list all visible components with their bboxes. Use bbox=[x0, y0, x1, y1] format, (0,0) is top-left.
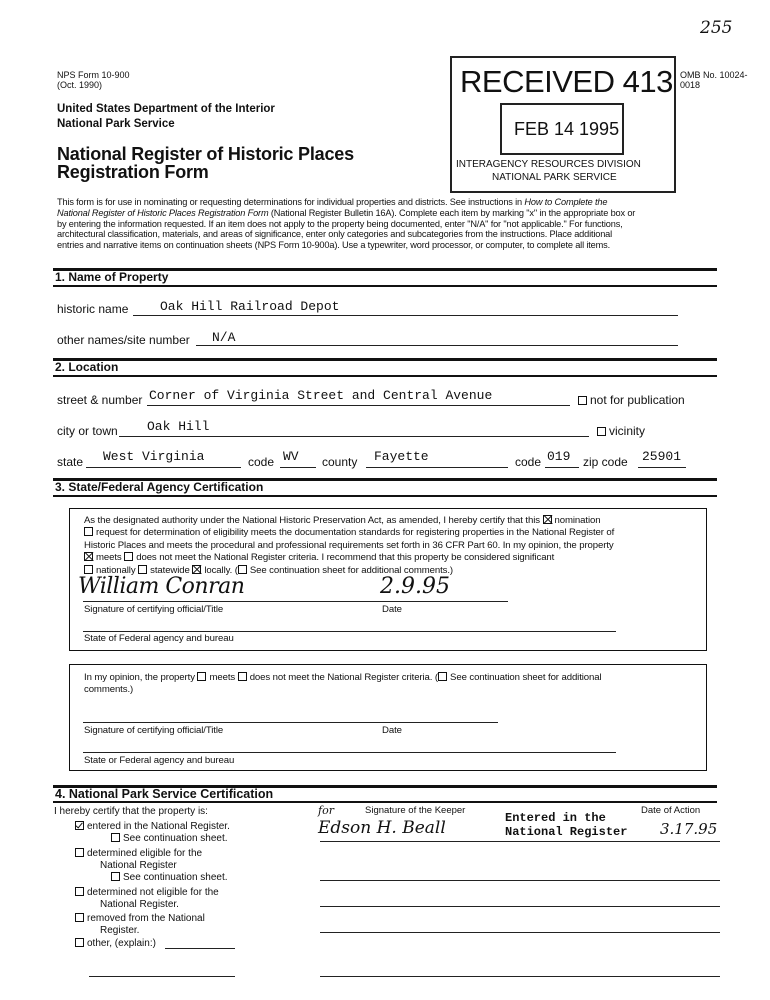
other-names-underline bbox=[196, 345, 678, 346]
continuation-label: See continuation sheet for additional comments.) bbox=[249, 564, 454, 576]
opinion-does-not-meet-checkbox[interactable] bbox=[238, 672, 247, 681]
county-label: county bbox=[322, 455, 358, 469]
eligible-checkbox[interactable] bbox=[75, 848, 84, 857]
zip-field[interactable]: 25901 bbox=[642, 449, 682, 464]
other-label: other, (explain:) bbox=[87, 938, 156, 949]
locally-label: locally. ( bbox=[204, 564, 238, 576]
opinion-continuation-checkbox[interactable] bbox=[438, 672, 447, 681]
cert-line2: request for determination of eligibility meets the documentation standards for registering properties in the National Register of bbox=[96, 527, 615, 539]
statewide-label: statewide bbox=[150, 564, 190, 576]
opinion-text bbox=[84, 672, 602, 697]
option-other[interactable] bbox=[75, 938, 156, 949]
opinion-meets-label: meets bbox=[209, 672, 236, 683]
keeper-line-4[interactable] bbox=[320, 932, 720, 933]
cert-line4: does not meet the National Register criteria. I recommend that this property be considered significant bbox=[136, 552, 555, 564]
option-not-eligible[interactable] bbox=[75, 887, 219, 898]
section2-title: 2. Location bbox=[55, 360, 119, 374]
keeper-label: Signature of the Keeper bbox=[365, 805, 466, 816]
nationally-checkbox[interactable] bbox=[84, 565, 93, 574]
state-label: state bbox=[57, 455, 84, 469]
opinion-line1: In my opinion, the property bbox=[84, 672, 195, 683]
cert-line3: Historic Places and meets the procedural and professional requirements set forth in 36 CFR Part 60. In my opinion, the property bbox=[84, 539, 614, 551]
stamp-date: FEB 14 1995 bbox=[514, 119, 620, 139]
date-label: Date bbox=[382, 604, 402, 615]
form-title-line1: National Register of Historic Places bbox=[57, 144, 354, 164]
instructions-line4: architectural classification, materials, and areas of significance, enter only categories and subcategories from the instructions. Place additional bbox=[57, 229, 613, 240]
instructions-line2: (National Register Bulletin 16A). Complete each item by marking "x" in the appropriate box or bbox=[268, 207, 636, 218]
section4-title: 4. National Park Service Certification bbox=[55, 787, 274, 801]
opinion-signature-label: Signature of certifying official/Title bbox=[84, 725, 224, 736]
keeper-line-2[interactable] bbox=[320, 880, 720, 881]
opinion-does-not-meet-label: does not meet the National Register criteria. ( bbox=[249, 672, 439, 683]
other-explain-underline[interactable] bbox=[165, 948, 235, 949]
stamp-division: INTERAGENCY RESOURCES DIVISION bbox=[456, 159, 641, 170]
eligible-continuation-checkbox[interactable] bbox=[111, 872, 120, 881]
removed-label-2: Register. bbox=[100, 925, 140, 936]
opinion-box bbox=[69, 664, 707, 771]
zip-label: zip code bbox=[583, 455, 628, 469]
nomination-label: nomination bbox=[554, 515, 601, 526]
keeper-underline bbox=[320, 841, 720, 842]
section2-title-rule bbox=[53, 375, 717, 377]
entered-label: entered in the National Register. bbox=[87, 821, 230, 832]
typed-entered-line2: National Register bbox=[505, 825, 628, 839]
instructions-line1: This form is for use in nominating or requesting determinations for individual properties and districts. See instructions in bbox=[57, 197, 525, 207]
not-eligible-label: determined not eligible for the bbox=[87, 887, 219, 898]
entered-continuation-checkbox[interactable] bbox=[111, 833, 120, 842]
entered-continuation-label: See continuation sheet. bbox=[123, 833, 228, 844]
continuation-checkbox[interactable] bbox=[238, 565, 247, 574]
state-code-underline bbox=[280, 467, 316, 468]
option-entered[interactable] bbox=[75, 821, 230, 832]
instructions bbox=[57, 197, 727, 251]
omb-number: OMB No. 10024-0018 bbox=[680, 70, 748, 90]
keeper-signature: Edson H. Beall bbox=[318, 818, 446, 838]
not-for-publication-option[interactable] bbox=[578, 393, 685, 407]
vicinity-checkbox[interactable] bbox=[597, 427, 606, 436]
form-date: (Oct. 1990) bbox=[57, 80, 103, 90]
section4-intro: I hereby certify that the property is: bbox=[54, 806, 208, 817]
locally-checkbox[interactable] bbox=[192, 565, 201, 574]
keeper-line-5[interactable] bbox=[320, 976, 720, 977]
street-field[interactable]: Corner of Virginia Street and Central Avenue bbox=[149, 388, 493, 403]
opinion-line2: comments.) bbox=[84, 684, 134, 696]
does-not-meet-checkbox[interactable] bbox=[124, 552, 133, 561]
state-code-label: code bbox=[248, 455, 275, 469]
section2-top-rule bbox=[53, 358, 717, 361]
nationally-label: nationally bbox=[96, 564, 136, 576]
date-of-action-label: Date of Action bbox=[641, 805, 701, 816]
request-determination-checkbox[interactable] bbox=[84, 527, 93, 536]
signature-underline bbox=[83, 601, 508, 602]
option-eligible[interactable] bbox=[75, 848, 202, 859]
state-code-field[interactable]: WV bbox=[283, 449, 299, 464]
cert-line1: As the designated authority under the National Historic Preservation Act, as amended, I hereby certify that this bbox=[84, 515, 540, 526]
street-label: street & number bbox=[57, 393, 143, 407]
nomination-checkbox[interactable] bbox=[543, 515, 552, 524]
vicinity-option[interactable] bbox=[597, 424, 645, 438]
stamp-service: NATIONAL PARK SERVICE bbox=[492, 172, 617, 183]
removed-label: removed from the National bbox=[87, 913, 205, 924]
certifying-signature: William Conran bbox=[78, 574, 245, 599]
received-stamp bbox=[450, 56, 676, 193]
instructions-bulletin-title: How to Complete the bbox=[524, 197, 608, 207]
keeper-line-3[interactable] bbox=[320, 906, 720, 907]
county-field[interactable]: Fayette bbox=[374, 449, 429, 464]
county-code-underline bbox=[545, 467, 579, 468]
opinion-continuation-label: See continuation sheet for additional bbox=[450, 672, 602, 683]
vicinity-label: vicinity bbox=[609, 424, 646, 438]
statewide-checkbox[interactable] bbox=[138, 565, 147, 574]
other-names-label: other names/site number bbox=[57, 333, 190, 347]
zip-underline bbox=[638, 467, 686, 468]
not-eligible-checkbox[interactable] bbox=[75, 887, 84, 896]
eligible-continuation-label: See continuation sheet. bbox=[123, 872, 228, 883]
opinion-agency-underline bbox=[83, 752, 616, 753]
stamp-date-box bbox=[500, 103, 624, 155]
option-eligible-continuation[interactable] bbox=[111, 872, 228, 883]
typed-entered-line1: Entered in the bbox=[505, 811, 606, 825]
received-stamp-text: RECEIVED 413 bbox=[460, 64, 673, 99]
city-label: city or town bbox=[57, 424, 118, 438]
other-checkbox[interactable] bbox=[75, 938, 84, 947]
city-field[interactable]: Oak Hill bbox=[147, 419, 210, 434]
instructions-line5: entries and narrative items on continuation sheets (NPS Form 10-900a). Use a typewriter, word processor, or computer, to complete all items. bbox=[57, 240, 610, 251]
agency: National Park Service bbox=[57, 118, 175, 130]
eligible-label-2: National Register bbox=[100, 860, 177, 871]
eligible-label: determined eligible for the bbox=[87, 848, 203, 859]
meets-checkbox[interactable] bbox=[84, 552, 93, 561]
instructions-line3: by entering the information requested. If an item does not apply to the property being documented, enter "N/A" for "not applicable." For functions, bbox=[57, 218, 623, 229]
meets-label: meets bbox=[96, 552, 122, 564]
section4-title-rule bbox=[53, 801, 717, 803]
department: United States Department of the Interior bbox=[57, 103, 275, 115]
certifying-date: 2.9.95 bbox=[380, 574, 450, 599]
instructions-form-title: National Register of Historic Places Registration Form bbox=[57, 207, 269, 218]
section1-title: 1. Name of Property bbox=[55, 270, 169, 284]
state-underline bbox=[86, 467, 241, 468]
signature-label: Signature of certifying official/Title bbox=[84, 604, 224, 615]
agency-label: State of Federal agency and bureau bbox=[84, 633, 234, 644]
state-field[interactable]: West Virginia bbox=[103, 449, 205, 464]
historic-name-underline bbox=[133, 315, 678, 316]
opinion-date-label: Date bbox=[382, 725, 402, 736]
state-certification-box bbox=[69, 508, 707, 651]
form-number: NPS Form 10-900 bbox=[57, 70, 130, 80]
section3-title-rule bbox=[53, 495, 717, 497]
opinion-signature-underline bbox=[83, 722, 498, 723]
cert-text bbox=[84, 515, 614, 577]
option-removed[interactable] bbox=[75, 913, 205, 924]
form-title-line2: Registration Form bbox=[57, 162, 209, 182]
not-eligible-label-2: National Register. bbox=[100, 899, 179, 910]
date-of-action: 3.17.95 bbox=[660, 820, 718, 838]
section1-title-rule bbox=[53, 285, 717, 287]
page-number: 255 bbox=[700, 18, 733, 38]
opinion-agency-label: State or Federal agency and bureau bbox=[84, 755, 235, 766]
other-explain-underline-2[interactable] bbox=[89, 976, 235, 977]
option-entered-continuation[interactable] bbox=[111, 833, 228, 844]
opinion-meets-checkbox[interactable] bbox=[197, 672, 206, 681]
historic-name-field[interactable]: Oak Hill Railroad Depot bbox=[160, 299, 340, 314]
county-code-label: code bbox=[515, 455, 542, 469]
other-names-field[interactable]: N/A bbox=[212, 330, 236, 345]
section3-title: 3. State/Federal Agency Certification bbox=[55, 480, 264, 494]
not-for-publication-checkbox[interactable] bbox=[578, 396, 587, 405]
street-underline bbox=[147, 405, 570, 406]
agency-underline bbox=[83, 631, 616, 632]
entered-checkbox[interactable] bbox=[75, 821, 84, 830]
historic-name-label: historic name bbox=[57, 302, 129, 316]
county-underline bbox=[366, 467, 508, 468]
keeper-annotation: for bbox=[318, 804, 334, 817]
removed-checkbox[interactable] bbox=[75, 913, 84, 922]
not-for-publication-label: not for publication bbox=[590, 393, 685, 407]
county-code-field[interactable]: 019 bbox=[547, 449, 571, 464]
city-underline bbox=[119, 436, 589, 437]
